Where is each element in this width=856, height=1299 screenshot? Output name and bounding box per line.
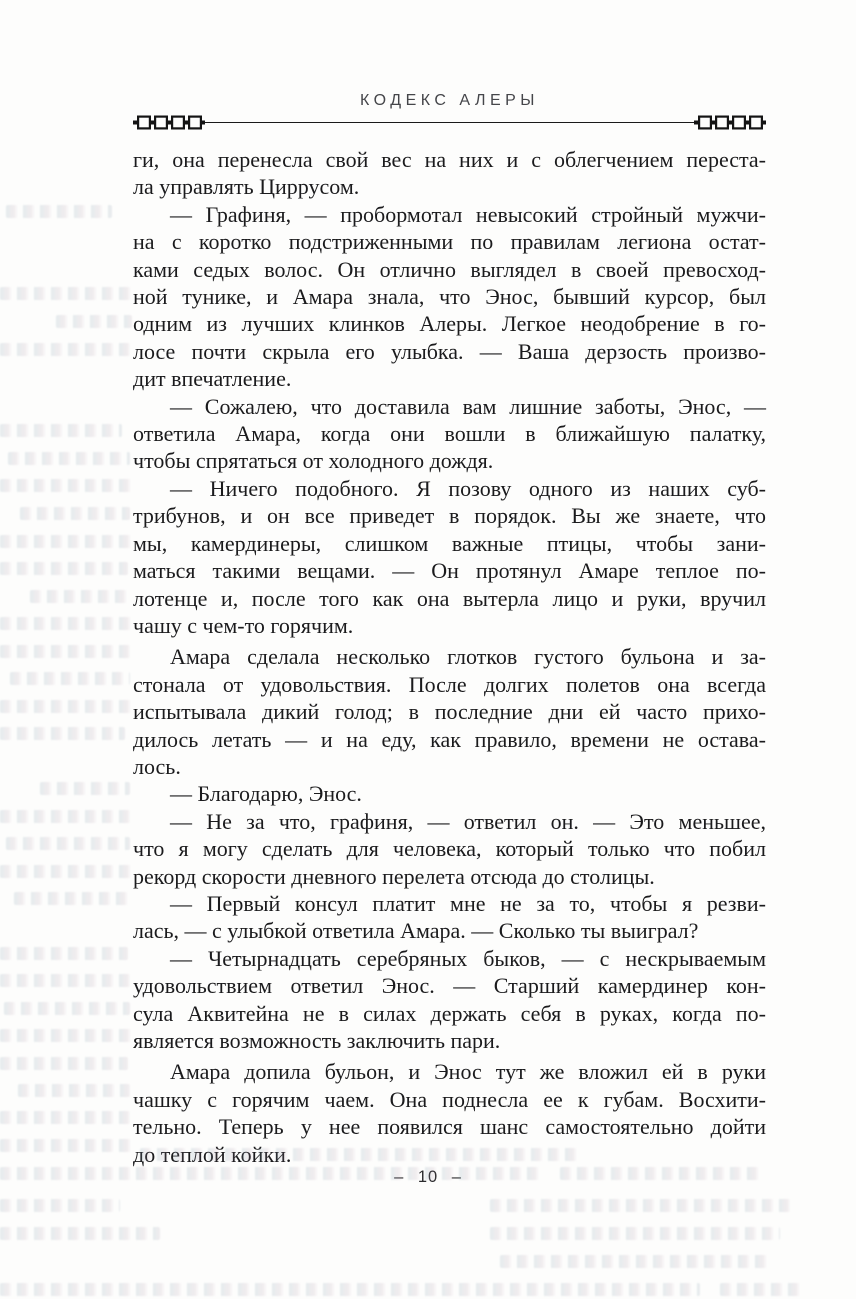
body-text	[133, 146, 766, 1168]
paragraph	[133, 643, 766, 780]
text-line: тельно. Теперь у нее появился шанс самостоятельно дойти	[133, 1114, 766, 1140]
chain-ornament-right-icon	[694, 114, 766, 131]
text-line: испытывала дикий голод; в последние дни ей часто прихо-	[133, 699, 766, 725]
paragraph	[133, 808, 766, 890]
text-line: маться такими вещами. — Он протянул Амаре теплое по-	[133, 558, 766, 584]
text-line: ги, она перенесла свой вес на них и с облегчением переста-	[133, 147, 766, 172]
bleed-through-line	[0, 810, 130, 823]
bleed-through-line	[0, 1283, 700, 1296]
bleed-through-line	[56, 315, 132, 328]
text-line: до теплой койки.	[133, 1141, 292, 1167]
bleed-through-line	[6, 205, 112, 218]
text-line: лотенце и, после того как она вытерла лицо и руки, вручил	[133, 585, 766, 611]
text-line: лосе почти скрыла его улыбка. — Ваша дерзость произво-	[133, 338, 766, 364]
bleed-through-line	[0, 727, 125, 740]
bleed-through-line	[0, 1029, 131, 1042]
bleed-through-line	[18, 1084, 130, 1097]
paragraph	[133, 201, 766, 393]
bleed-through-line	[0, 617, 131, 630]
chain-ornament-left-icon	[133, 114, 205, 131]
paragraph	[133, 890, 766, 945]
text-line: мы, камердинеры, слишком важные птицы, чтобы зани-	[133, 530, 766, 556]
bleed-through-line	[0, 700, 131, 713]
text-line: трибунов, и он все приведет в порядок. Вы же знаете, что	[133, 503, 766, 529]
text-line: ответила Амара, когда они вошли в ближайшую палатку,	[133, 421, 766, 447]
text-line: на с коротко подстриженными по правилам легиона остат-	[133, 229, 766, 255]
bleed-through-line	[490, 1199, 790, 1212]
page-number: – 10 –	[394, 1168, 462, 1186]
bleed-through-line	[10, 672, 130, 685]
bleed-through-line	[4, 1002, 130, 1015]
text-line: — Четырнадцать серебряных быков, — с нескрываемым	[170, 945, 766, 971]
text-line: является возможность заключить пари.	[133, 1028, 501, 1053]
bleed-through-line	[0, 1057, 128, 1070]
text-line: чтобы спрятаться от холодного дождя.	[133, 448, 494, 474]
bleed-through-line	[0, 865, 131, 878]
text-line: Амара сделала несколько глотков густого бульона и за-	[170, 644, 766, 670]
text-line: дит впечатление.	[133, 366, 292, 392]
bleed-through-line	[490, 1227, 780, 1240]
text-line: чашу с чем-то горячим.	[133, 612, 354, 638]
bleed-through-line	[0, 562, 128, 575]
ornament-rule	[205, 122, 694, 123]
text-line: стонала от удовольствия. После долгих полетов она всегда	[133, 671, 766, 697]
paragraph	[133, 780, 766, 807]
text-line: ками седых волос. Он отлично выглядел в своей превосход-	[133, 256, 766, 282]
bleed-through-line	[0, 947, 128, 960]
text-line: лась, — с улыбкой ответила Амара. — Сколько ты выиграл?	[133, 918, 699, 944]
paragraph	[133, 1058, 766, 1168]
bleed-through-line	[40, 782, 130, 795]
text-line: — Не за что, графиня, — ответил он. — Это меньшее,	[170, 808, 766, 834]
bleed-through-line	[8, 452, 130, 465]
bleed-through-line	[0, 343, 130, 356]
bleed-through-line	[500, 1255, 770, 1268]
text-line: ной тунике, и Амара знала, что Энос, бывший курсор, был	[133, 284, 766, 310]
text-line: Амара допила бульон, и Энос тут же вложил ей в руки	[170, 1059, 766, 1085]
running-title: КОДЕКС АЛЕРЫ	[360, 92, 539, 109]
text-line: удовольствием ответил Энос. — Старший камердинер кон-	[133, 973, 766, 999]
header-ornament	[133, 114, 766, 131]
bleed-through-line	[30, 590, 130, 603]
bleed-through-line	[0, 1111, 130, 1124]
bleed-through-line	[0, 287, 132, 300]
paragraph	[133, 945, 766, 1055]
text-line: рекорд скорости дневного перелета отсюда до столицы.	[133, 863, 655, 889]
bleed-through-line	[0, 1139, 131, 1152]
bleed-through-line	[0, 424, 122, 437]
paragraph	[133, 393, 766, 475]
text-line: — Сожалею, что доставила вам лишние заботы, Энос, —	[170, 393, 766, 419]
text-line: — Первый консул платит мне не за то, чтобы я резви-	[170, 890, 766, 916]
bleed-through-line	[6, 837, 130, 850]
text-line: одним из лучших клинков Алеры. Легкое неодобрение в го-	[133, 311, 766, 337]
page-footer	[0, 1168, 856, 1187]
text-line: что я могу сделать для человека, который только что побил	[133, 836, 766, 862]
bleed-through-line	[0, 1227, 160, 1240]
paragraph	[133, 146, 766, 201]
text-line: лось.	[133, 753, 181, 779]
bleed-through-line	[0, 645, 130, 658]
text-line: — Ничего подобного. Я позову одного из наших суб-	[170, 475, 766, 501]
bleed-through-line	[0, 974, 130, 987]
bleed-through-line	[20, 507, 130, 520]
text-line: сула Аквитейна не в силах держать себя в руках, когда по-	[133, 1000, 766, 1026]
text-line: — Графиня, — пробормотал невысокий стройный мужчи-	[170, 201, 766, 227]
paragraph	[133, 475, 766, 639]
text-line: — Благодарю, Энос.	[170, 781, 362, 807]
bleed-through-line	[14, 892, 130, 905]
bleed-through-line	[0, 1199, 120, 1212]
bleed-through-line	[0, 479, 131, 492]
bleed-through-line	[0, 535, 131, 548]
text-line: ла управлять Циррусом.	[133, 174, 360, 200]
text-line: дилось летать — и на еду, как правило, времени не остава-	[133, 726, 766, 752]
text-line: чашку с горячим чаем. Она поднесла ее к губам. Восхити-	[133, 1086, 766, 1112]
bleed-through-line	[720, 1283, 800, 1296]
